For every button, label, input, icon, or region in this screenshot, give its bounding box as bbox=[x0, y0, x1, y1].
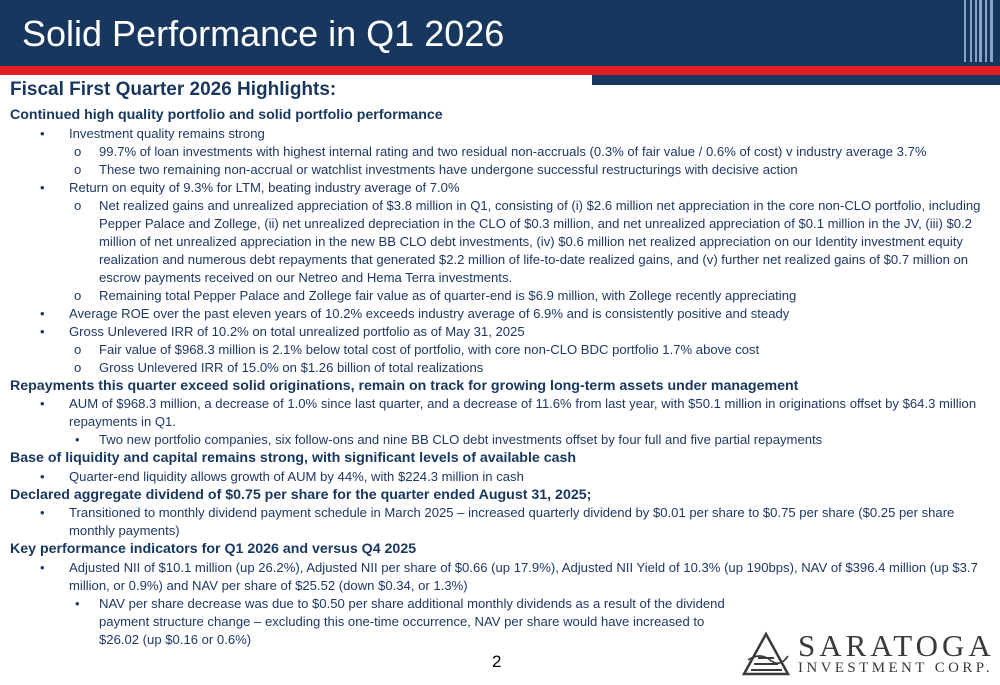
bullet-item: • Investment quality remains strong bbox=[40, 125, 265, 141]
sub-bullet-item: o 99.7% of loan investments with highest internal rating and two residual non-accruals (0.3% of fair value / 0.6% of cost) v industry average 3.7% bbox=[74, 143, 927, 159]
bullet-item: • Return on equity of 9.3% for LTM, beating industry average of 7.0% bbox=[40, 179, 460, 195]
bullet-item: • Quarter-end liquidity allows growth of AUM by 44%, with $224.3 million in cash bbox=[40, 468, 524, 484]
sub-bullet-item: • NAV per share decrease was due to $0.50 per share additional monthly dividends as a result of the dividend payment structure change – excluding this one-time occurrence, NAV per share would have increased to $26.02 (up $0.16 or 0.6%) bbox=[75, 595, 725, 647]
highlights-subheading: Fiscal First Quarter 2026 Highlights: bbox=[10, 79, 337, 100]
slide-content bbox=[10, 78, 995, 649]
section-heading: Base of liquidity and capital remains strong, with significant levels of available cash bbox=[10, 450, 577, 467]
company-logo bbox=[740, 630, 995, 680]
bullet-item: • Transitioned to monthly dividend payment schedule in March 2025 – increased quarterly dividend by $0.01 per share to $0.75 per share ($0.25 per share monthly payments) bbox=[40, 505, 955, 539]
bullet-marker: • bbox=[40, 396, 45, 412]
sub-bullet-item: o Net realized gains and unrealized appreciation of $3.8 million in Q1, consisting of (i) $2.6 million net appreciation in the core non-CLO portfolio, including Pepper Palace and Zollege, (ii) net unrealized depreciation in the CLO of $0.3 million, and net unrealized appreciation of $0.1 million in the JV, (iii) $0.2 million of net unrealized appreciation in the new BB CLO debt investments, (iv) $0.6 million net realized appreciation on our Identity investment equity realization and numerous debt repayments that generated $2.2 million of life-to-date realized gains, and (v) further net realized gains of $0.7 million on escrow payments received on our Netreo and Hema Terra investments. bbox=[74, 197, 981, 285]
red-divider bbox=[0, 66, 1000, 75]
sub-bullet-item: o Fair value of $968.3 million is 2.1% below total cost of portfolio, with core non-CLO BDC portfolio 1.7% above cost bbox=[74, 341, 760, 357]
sub-bullet-marker: o bbox=[74, 341, 82, 357]
sub-bullet-marker: o bbox=[74, 359, 82, 375]
decorative-stripes bbox=[964, 0, 994, 62]
section-heading: Continued high quality portfolio and solid portfolio performance bbox=[10, 107, 443, 123]
section-heading: Repayments this quarter exceed solid originations, remain on track for growing long-term assets under management bbox=[10, 377, 799, 394]
sub-bullet-item: o Gross Unlevered IRR of 15.0% on $1.26 billion of total realizations bbox=[74, 359, 484, 375]
bullet-marker: • bbox=[40, 125, 45, 141]
bullet-marker: • bbox=[40, 559, 45, 575]
section-heading: Declared aggregate dividend of $0.75 per share for the quarter ended August 31, 2025; bbox=[10, 486, 592, 503]
sub-bullet-marker: o bbox=[74, 287, 82, 303]
bullet-marker: • bbox=[75, 595, 80, 611]
sub-bullet-marker: o bbox=[74, 161, 82, 177]
bullet-item: • AUM of $968.3 million, a decrease of 1.0% since last quarter, and a decrease of 11.6% from last year, with $50.1 million in originations offset by $64.3 million repayments in Q1. bbox=[40, 396, 977, 430]
sub-bullet-item: o These two remaining non-accrual or watchlist investments have undergone successful restructurings with decisive action bbox=[74, 161, 798, 177]
page-number: 2 bbox=[492, 652, 502, 671]
slide-title: Solid Performance in Q1 2026 bbox=[22, 13, 505, 54]
bullet-marker: • bbox=[40, 323, 45, 339]
sub-bullet-item: • Two new portfolio companies, six follow-ons and nine BB CLO debt investments offset by four full and five partial repayments bbox=[75, 432, 823, 448]
logo-wordmark: SARATOGA bbox=[798, 628, 995, 663]
bullet-item: • Gross Unlevered IRR of 10.2% on total unrealized portfolio as of May 31, 2025 bbox=[40, 323, 525, 339]
bullet-marker: • bbox=[40, 468, 45, 484]
title-banner bbox=[0, 0, 1000, 66]
logo-tagline: INVESTMENT CORP. bbox=[798, 660, 993, 676]
bullet-item: • Adjusted NII of $10.1 million (up 26.2%), Adjusted NII per share of $0.66 (up 17.9%), Adjusted NII Yield of 10.3% (up 190bps), NAV of $396.4 million (up $3.7 million, or 0.9%) and NAV per share of $25.52 (down $0.34, or 1.3%) bbox=[40, 559, 978, 593]
sub-bullet-marker: o bbox=[74, 197, 82, 213]
bullet-marker: • bbox=[40, 179, 45, 195]
sub-bullet-item: o Remaining total Pepper Palace and Zollege fair value as of quarter-end is $6.9 million, with Zollege recently appreciating bbox=[74, 287, 797, 303]
bullet-marker: • bbox=[75, 432, 80, 448]
bullet-item: • Average ROE over the past eleven years of 10.2% exceeds industry average of 6.9% and is consistently positive and steady bbox=[40, 305, 790, 321]
bullet-marker: • bbox=[40, 305, 45, 321]
logo-emblem-icon bbox=[740, 630, 792, 680]
bullet-marker: • bbox=[40, 505, 45, 521]
sub-bullet-marker: o bbox=[74, 143, 82, 159]
section-heading: Key performance indicators for Q1 2026 and versus Q4 2025 bbox=[10, 541, 417, 558]
